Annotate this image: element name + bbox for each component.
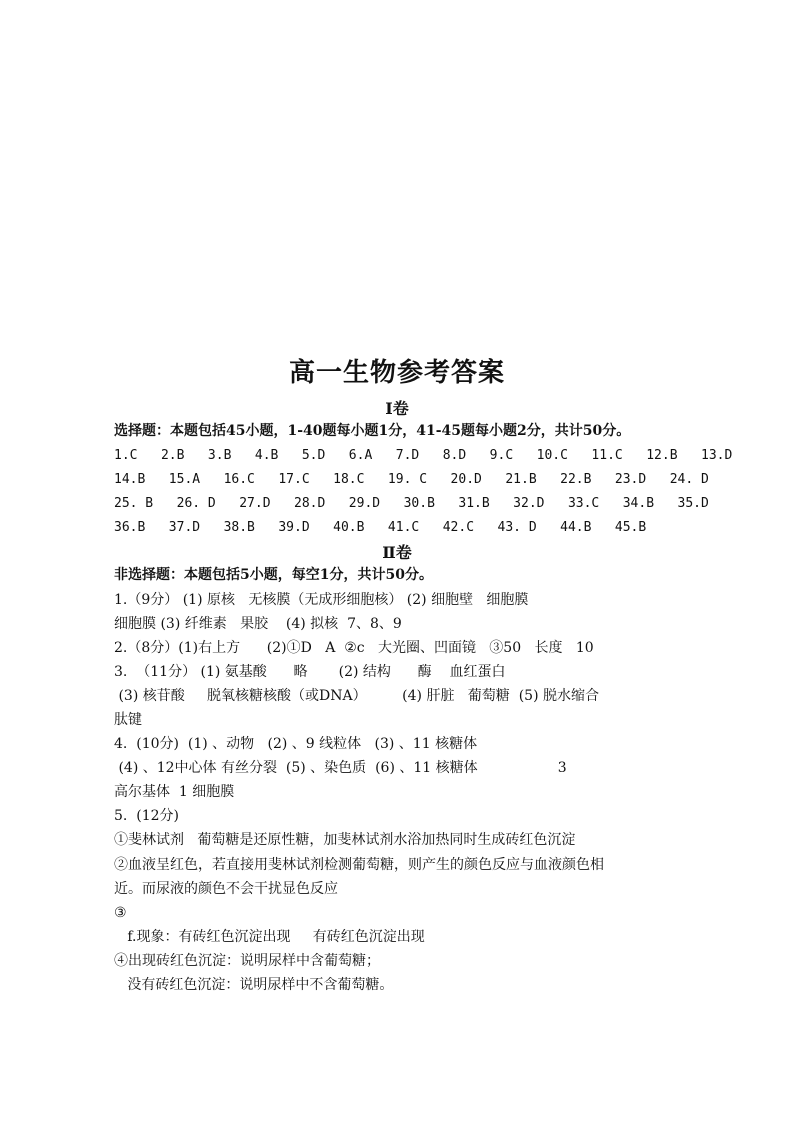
answer-line: 细胞膜 (3) 纤维素 果胶 (4) 拟核 7、8、9	[114, 616, 402, 632]
answer-line: 高尔基体 1 细胞膜	[114, 784, 235, 800]
answer-line: 5. (12分)	[114, 808, 179, 824]
answer-line: ④出现砖红色沉淀：说明尿样中含葡萄糖；	[114, 953, 380, 969]
answer-line: 没有砖红色沉淀：说明尿样中不含葡萄糖。	[114, 977, 394, 993]
answer-line: ②血液呈红色，若直接用斐林试剂检测葡萄糖，则产生的颜色反应与血液颜色相	[114, 857, 604, 873]
answer-line: 近。而尿液的颜色不会干扰显色反应	[114, 881, 338, 897]
section1-heading: Ⅰ卷	[385, 399, 409, 418]
answer-line: (4) 、12中心体 有丝分裂 (5) 、染色质 (6) 、11 核糖体 3	[114, 760, 567, 776]
mc-answers-row-1: 1.C 2.B 3.B 4.B 5.D 6.A 7.D 8.D 9.C 10.C 11.C 12.B 13.D	[114, 448, 733, 463]
section2-heading: Ⅱ卷	[382, 543, 412, 562]
answer-line: f.现象：有砖红色沉淀出现 有砖红色沉淀出现	[114, 929, 425, 945]
answer-line: ①斐林试剂 葡萄糖是还原性糖，加斐林试剂水浴加热同时生成砖红色沉淀	[114, 832, 576, 848]
answer-line: ③	[114, 905, 127, 921]
answer-line: (3) 核苷酸 脱氧核糖核酸（或DNA） (4) 肝脏 葡萄糖 (5) 脱水缩合	[114, 688, 599, 704]
mc-answers-row-3: 25. B 26. D 27.D 28.D 29.D 30.B 31.B 32.D 33.C 34.B 35.D	[114, 496, 709, 511]
answer-line: 4. (10分) (1) 、动物 (2) 、9 线粒体 (3) 、11 核糖体	[114, 736, 478, 752]
page-title: 高一生物参考答案	[288, 358, 505, 388]
mc-answers-row-2: 14.B 15.A 16.C 17.C 18.C 19. C 20.D 21.B 22.B 23.D 24. D	[114, 472, 709, 487]
answer-line: 1.（9分） (1) 原核 无核膜（无成形细胞核） (2) 细胞壁 细胞膜	[114, 592, 529, 608]
section2-intro: 非选择题：本题包括5小题，每空1分，共计50分。	[114, 567, 433, 583]
answer-line: 肽键	[114, 712, 142, 728]
section1-intro: 选择题：本题包括45小题，1-40题每小题1分，41-45题每小题2分，共计50分。	[114, 423, 631, 439]
answer-line: 2.（8分）(1)右上方 (2)①D A ②c 大光圈、凹面镜 ③50 长度 10	[114, 640, 594, 656]
mc-answers-row-4: 36.B 37.D 38.B 39.D 40.B 41.C 42.C 43. D 44.B 45.B	[114, 520, 647, 535]
answer-line: 3. （11分） (1) 氨基酸 略 (2) 结构 酶 血红蛋白	[114, 664, 506, 680]
